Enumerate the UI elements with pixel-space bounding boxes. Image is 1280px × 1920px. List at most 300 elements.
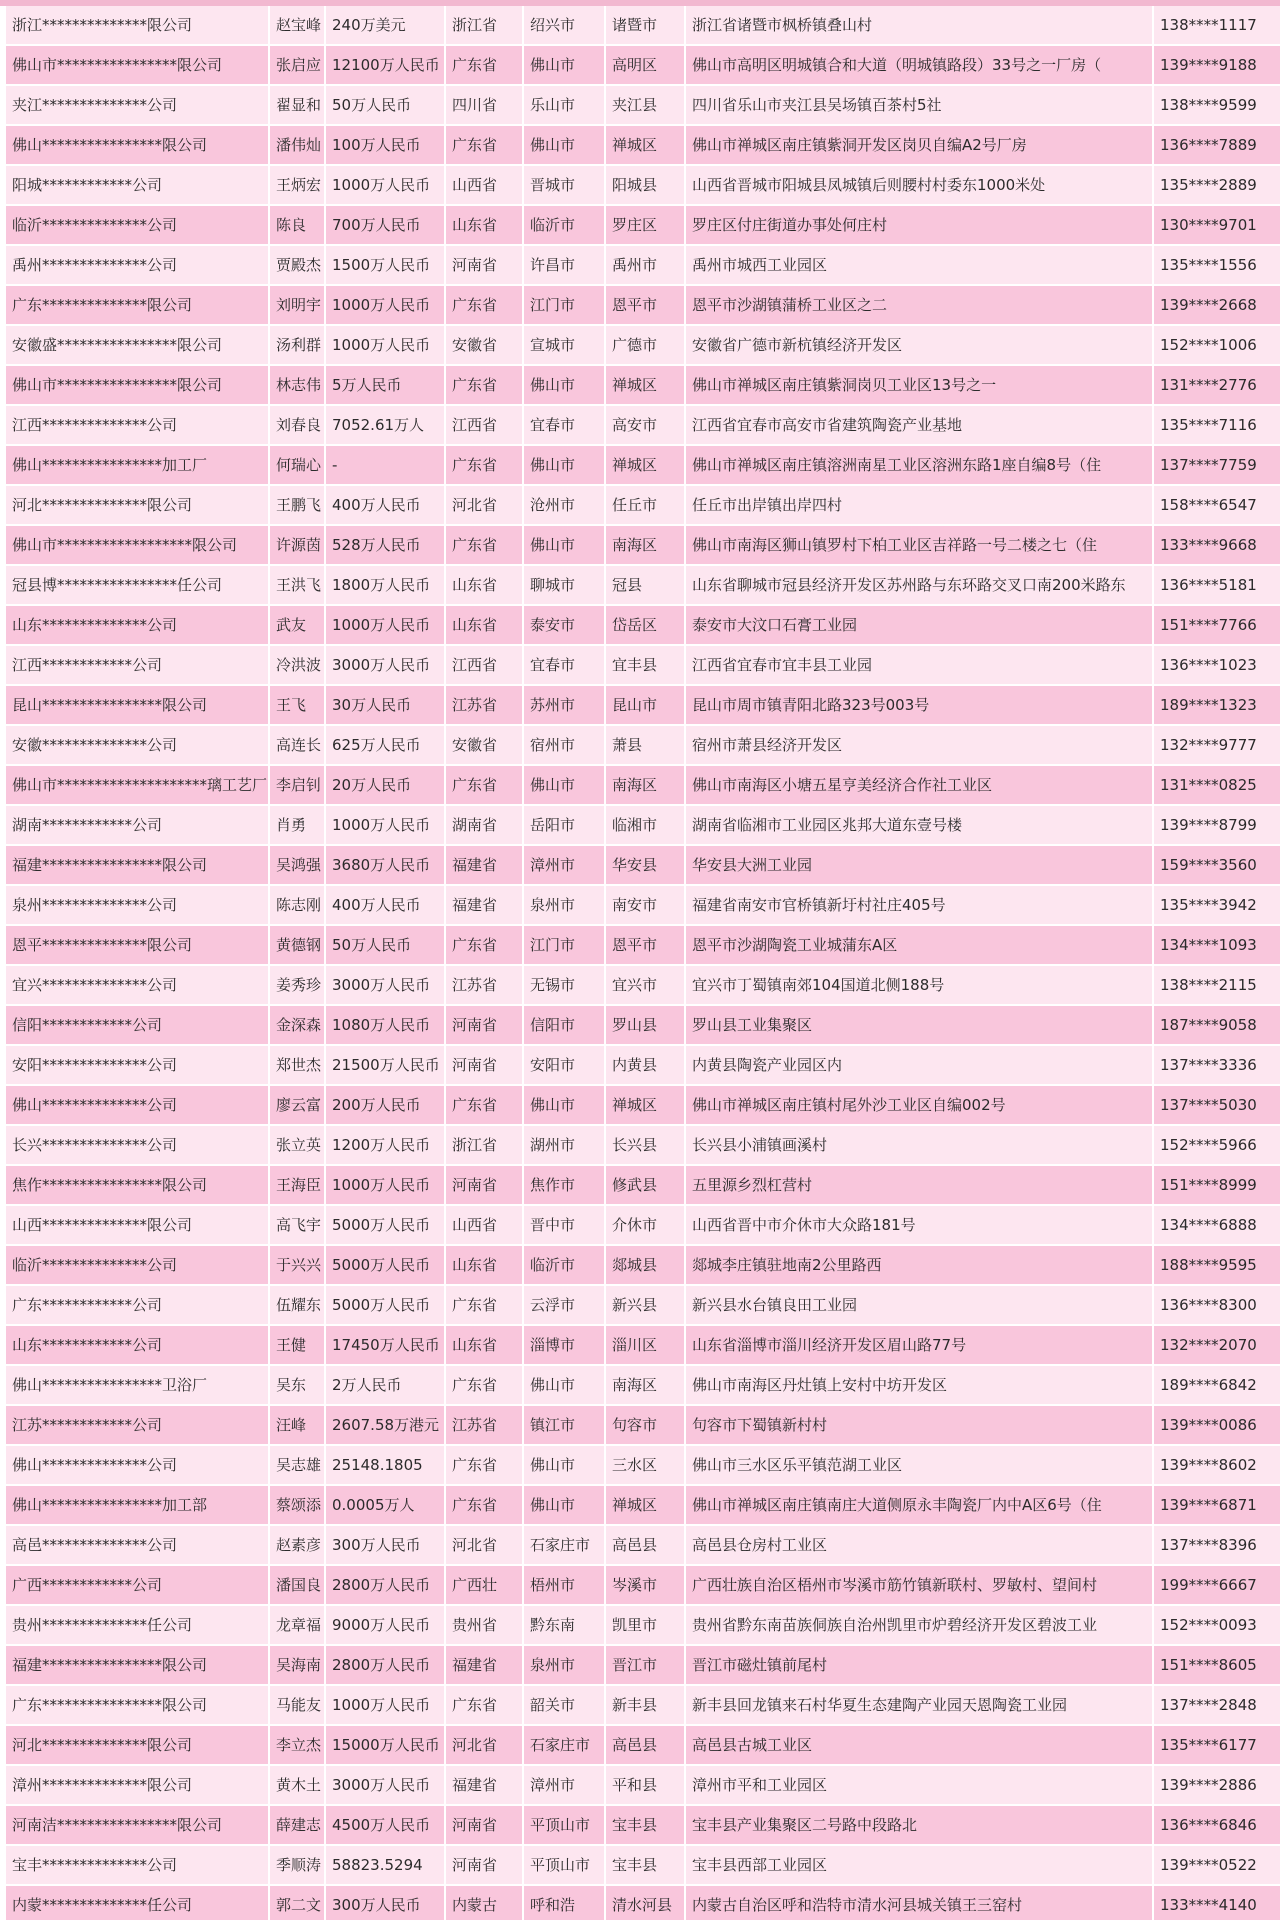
legal-person-cell: 陈志刚: [269, 885, 325, 925]
province-cell: 山东省: [445, 605, 523, 645]
company-name-cell: 夹江**************公司: [3, 85, 269, 125]
city-cell: 焦作市: [523, 1165, 605, 1205]
phone-cell: 138****1117: [1153, 6, 1280, 45]
city-cell: 宜春市: [523, 405, 605, 445]
legal-person-cell: 伍耀东: [269, 1285, 325, 1325]
province-cell: 安徽省: [445, 325, 523, 365]
district-cell: 夹江县: [605, 85, 685, 125]
district-cell: 恩平市: [605, 285, 685, 325]
company-name-cell: 江苏************公司: [3, 1405, 269, 1445]
phone-cell: 151****8605: [1153, 1645, 1280, 1685]
address-cell: 山西省晋城市阳城县凤城镇后则腰村村委东1000米处: [685, 165, 1153, 205]
city-cell: 佛山市: [523, 365, 605, 405]
district-cell: 任丘市: [605, 485, 685, 525]
legal-person-cell: 于兴兴: [269, 1245, 325, 1285]
table-row: [3, 1605, 1280, 1645]
city-cell: 淄博市: [523, 1325, 605, 1365]
district-cell: 内黄县: [605, 1045, 685, 1085]
province-cell: 福建省: [445, 845, 523, 885]
table-row: [3, 645, 1280, 685]
phone-cell: 137****5030: [1153, 1085, 1280, 1125]
district-cell: 罗庄区: [605, 205, 685, 245]
registered-capital-cell: 3000万人民币: [325, 1765, 445, 1805]
legal-person-cell: 吴东: [269, 1365, 325, 1405]
table-row: [3, 805, 1280, 845]
registered-capital-cell: 20万人民币: [325, 765, 445, 805]
registered-capital-cell: 15000万人民币: [325, 1725, 445, 1765]
city-cell: 梧州市: [523, 1565, 605, 1605]
phone-cell: 134****1093: [1153, 925, 1280, 965]
city-cell: 黔东南: [523, 1605, 605, 1645]
company-name-cell: 江西**************公司: [3, 405, 269, 445]
address-cell: 佛山市南海区狮山镇罗村下柏工业区吉祥路一号二楼之七（住: [685, 525, 1153, 565]
phone-cell: 139****6871: [1153, 1485, 1280, 1525]
table-row: [3, 365, 1280, 405]
legal-person-cell: 刘春良: [269, 405, 325, 445]
district-cell: 禅城区: [605, 125, 685, 165]
registered-capital-cell: 58823.5294: [325, 1845, 445, 1885]
company-name-cell: 内蒙**************任公司: [3, 1885, 269, 1920]
province-cell: 江苏省: [445, 965, 523, 1005]
phone-cell: 138****9599: [1153, 85, 1280, 125]
province-cell: 山东省: [445, 1325, 523, 1365]
city-cell: 绍兴市: [523, 6, 605, 45]
table-row: [3, 1645, 1280, 1685]
legal-person-cell: 贾殿杰: [269, 245, 325, 285]
company-name-cell: 佛山**************公司: [3, 1445, 269, 1485]
district-cell: 淄川区: [605, 1325, 685, 1365]
province-cell: 浙江省: [445, 1125, 523, 1165]
city-cell: 佛山市: [523, 1085, 605, 1125]
registered-capital-cell: 1000万人民币: [325, 605, 445, 645]
company-name-cell: 福建****************限公司: [3, 845, 269, 885]
phone-cell: 137****2848: [1153, 1685, 1280, 1725]
phone-cell: 199****6667: [1153, 1565, 1280, 1605]
address-cell: 佛山市三水区乐平镇范湖工业区: [685, 1445, 1153, 1485]
legal-person-cell: 张启应: [269, 45, 325, 85]
company-name-cell: 信阳************公司: [3, 1005, 269, 1045]
legal-person-cell: 陈良: [269, 205, 325, 245]
city-cell: 石家庄市: [523, 1525, 605, 1565]
city-cell: 宿州市: [523, 725, 605, 765]
city-cell: 许昌市: [523, 245, 605, 285]
address-cell: 新兴县水台镇良田工业园: [685, 1285, 1153, 1325]
address-cell: 长兴县小浦镇画溪村: [685, 1125, 1153, 1165]
city-cell: 湖州市: [523, 1125, 605, 1165]
district-cell: 南安市: [605, 885, 685, 925]
legal-person-cell: 薛建志: [269, 1805, 325, 1845]
registered-capital-cell: -: [325, 445, 445, 485]
district-cell: 岱岳区: [605, 605, 685, 645]
registered-capital-cell: 1000万人民币: [325, 285, 445, 325]
legal-person-cell: 郑世杰: [269, 1045, 325, 1085]
phone-cell: 135****7116: [1153, 405, 1280, 445]
district-cell: 郯城县: [605, 1245, 685, 1285]
province-cell: 浙江省: [445, 6, 523, 45]
province-cell: 福建省: [445, 1765, 523, 1805]
address-cell: 罗庄区付庄街道办事处何庄村: [685, 205, 1153, 245]
province-cell: 河南省: [445, 245, 523, 285]
address-cell: 佛山市禅城区南庄镇紫洞开发区岗贝自编A2号厂房: [685, 125, 1153, 165]
registered-capital-cell: 12100万人民币: [325, 45, 445, 85]
table-row: [3, 1005, 1280, 1045]
address-cell: 恩平市沙湖陶瓷工业城蒲东A区: [685, 925, 1153, 965]
company-name-cell: 宜兴**************公司: [3, 965, 269, 1005]
phone-cell: 152****1006: [1153, 325, 1280, 365]
legal-person-cell: 汪峰: [269, 1405, 325, 1445]
table-row: [3, 1725, 1280, 1765]
province-cell: 山东省: [445, 1245, 523, 1285]
company-name-cell: 山东**************公司: [3, 605, 269, 645]
company-name-cell: 江西************公司: [3, 645, 269, 685]
table-row: [3, 1525, 1280, 1565]
table-row: [3, 765, 1280, 805]
address-cell: 安徽省广德市新杭镇经济开发区: [685, 325, 1153, 365]
table-row: [3, 1205, 1280, 1245]
legal-person-cell: 许源茵: [269, 525, 325, 565]
company-name-cell: 阳城************公司: [3, 165, 269, 205]
province-cell: 河南省: [445, 1165, 523, 1205]
city-cell: 佛山市: [523, 1365, 605, 1405]
legal-person-cell: 马能友: [269, 1685, 325, 1725]
company-name-cell: 佛山市****************限公司: [3, 45, 269, 85]
district-cell: 萧县: [605, 725, 685, 765]
city-cell: 佛山市: [523, 45, 605, 85]
address-cell: 江西省宜春市宜丰县工业园: [685, 645, 1153, 685]
district-cell: 宝丰县: [605, 1805, 685, 1845]
phone-cell: 139****8799: [1153, 805, 1280, 845]
legal-person-cell: 蔡颂添: [269, 1485, 325, 1525]
company-name-cell: 临沂**************公司: [3, 1245, 269, 1285]
company-name-cell: 贵州**************任公司: [3, 1605, 269, 1645]
registered-capital-cell: 300万人民币: [325, 1885, 445, 1920]
province-cell: 福建省: [445, 885, 523, 925]
province-cell: 广东省: [445, 525, 523, 565]
legal-person-cell: 吴海南: [269, 1645, 325, 1685]
phone-cell: 133****4140: [1153, 1885, 1280, 1920]
city-cell: 镇江市: [523, 1405, 605, 1445]
address-cell: 郯城李庄镇驻地南2公里路西: [685, 1245, 1153, 1285]
legal-person-cell: 吴志雄: [269, 1445, 325, 1485]
province-cell: 贵州省: [445, 1605, 523, 1645]
phone-cell: 139****0522: [1153, 1845, 1280, 1885]
district-cell: 禅城区: [605, 1485, 685, 1525]
address-cell: 佛山市禅城区南庄镇南庄大道侧原永丰陶瓷厂内中A区6号（住: [685, 1485, 1153, 1525]
phone-cell: 188****9595: [1153, 1245, 1280, 1285]
table-row: [3, 1405, 1280, 1445]
table-body: [3, 6, 1280, 1920]
phone-cell: 135****3942: [1153, 885, 1280, 925]
district-cell: 清水河县: [605, 1885, 685, 1920]
phone-cell: 137****3336: [1153, 1045, 1280, 1085]
phone-cell: 139****9188: [1153, 45, 1280, 85]
city-cell: 呼和浩: [523, 1885, 605, 1920]
company-name-cell: 佛山**************公司: [3, 1085, 269, 1125]
table-row: [3, 1045, 1280, 1085]
province-cell: 广东省: [445, 1445, 523, 1485]
district-cell: 南海区: [605, 765, 685, 805]
district-cell: 南海区: [605, 1365, 685, 1405]
province-cell: 山东省: [445, 205, 523, 245]
registered-capital-cell: 1080万人民币: [325, 1005, 445, 1045]
company-name-cell: 河北**************限公司: [3, 485, 269, 525]
address-cell: 宝丰县西部工业园区: [685, 1845, 1153, 1885]
district-cell: 岑溪市: [605, 1565, 685, 1605]
phone-cell: 137****8396: [1153, 1525, 1280, 1565]
table-row: [3, 1885, 1280, 1920]
legal-person-cell: 潘国良: [269, 1565, 325, 1605]
registered-capital-cell: 25148.1805: [325, 1445, 445, 1485]
phone-cell: 151****7766: [1153, 605, 1280, 645]
registered-capital-cell: 0.0005万人: [325, 1485, 445, 1525]
phone-cell: 152****5966: [1153, 1125, 1280, 1165]
company-name-cell: 冠县博****************任公司: [3, 565, 269, 605]
legal-person-cell: 刘明宇: [269, 285, 325, 325]
registered-capital-cell: 2607.58万港元: [325, 1405, 445, 1445]
province-cell: 广东省: [445, 765, 523, 805]
company-name-cell: 泉州**************公司: [3, 885, 269, 925]
table-row: [3, 1565, 1280, 1605]
province-cell: 广东省: [445, 1285, 523, 1325]
phone-cell: 135****2889: [1153, 165, 1280, 205]
district-cell: 宜丰县: [605, 645, 685, 685]
legal-person-cell: 王海臣: [269, 1165, 325, 1205]
company-name-cell: 佛山市********************璃工艺厂: [3, 765, 269, 805]
province-cell: 广东省: [445, 285, 523, 325]
district-cell: 昆山市: [605, 685, 685, 725]
legal-person-cell: 肖勇: [269, 805, 325, 845]
table-row: [3, 1165, 1280, 1205]
phone-cell: 136****7889: [1153, 125, 1280, 165]
city-cell: 石家庄市: [523, 1725, 605, 1765]
province-cell: 河南省: [445, 1805, 523, 1845]
table-row: [3, 325, 1280, 365]
phone-cell: 139****0086: [1153, 1405, 1280, 1445]
phone-cell: 187****9058: [1153, 1005, 1280, 1045]
address-cell: 晋江市磁灶镇前尾村: [685, 1645, 1153, 1685]
city-cell: 佛山市: [523, 1485, 605, 1525]
address-cell: 山西省晋中市介休市大众路181号: [685, 1205, 1153, 1245]
legal-person-cell: 郭二文: [269, 1885, 325, 1920]
district-cell: 罗山县: [605, 1005, 685, 1045]
address-cell: 内蒙古自治区呼和浩特市清水河县城关镇王三窑村: [685, 1885, 1153, 1920]
address-cell: 佛山市南海区丹灶镇上安村中坊开发区: [685, 1365, 1153, 1405]
table-row: [3, 165, 1280, 205]
phone-cell: 139****2886: [1153, 1765, 1280, 1805]
table-row: [3, 1485, 1280, 1525]
phone-cell: 131****2776: [1153, 365, 1280, 405]
address-cell: 新丰县回龙镇来石村华夏生态建陶产业园天恩陶瓷工业园: [685, 1685, 1153, 1725]
table-row: [3, 445, 1280, 485]
address-cell: 江西省宜春市高安市省建筑陶瓷产业基地: [685, 405, 1153, 445]
district-cell: 禅城区: [605, 365, 685, 405]
company-name-cell: 临沂**************公司: [3, 205, 269, 245]
legal-person-cell: 潘伟灿: [269, 125, 325, 165]
legal-person-cell: 翟显和: [269, 85, 325, 125]
province-cell: 河北省: [445, 485, 523, 525]
registered-capital-cell: 1800万人民币: [325, 565, 445, 605]
address-cell: 福建省南安市官桥镇新圩村社庄405号: [685, 885, 1153, 925]
phone-cell: 130****9701: [1153, 205, 1280, 245]
phone-cell: 131****0825: [1153, 765, 1280, 805]
district-cell: 禅城区: [605, 445, 685, 485]
table-row: [3, 45, 1280, 85]
city-cell: 平顶山市: [523, 1805, 605, 1845]
district-cell: 阳城县: [605, 165, 685, 205]
registered-capital-cell: 21500万人民币: [325, 1045, 445, 1085]
province-cell: 山西省: [445, 1205, 523, 1245]
legal-person-cell: 黄木土: [269, 1765, 325, 1805]
address-cell: 禹州市城西工业园区: [685, 245, 1153, 285]
city-cell: 临沂市: [523, 1245, 605, 1285]
address-cell: 四川省乐山市夹江县吴场镇百茶村5社: [685, 85, 1153, 125]
company-name-cell: 高邑**************公司: [3, 1525, 269, 1565]
registered-capital-cell: 528万人民币: [325, 525, 445, 565]
address-cell: 内黄县陶瓷产业园区内: [685, 1045, 1153, 1085]
district-cell: 诸暨市: [605, 6, 685, 45]
company-name-cell: 恩平**************限公司: [3, 925, 269, 965]
province-cell: 广西壮: [445, 1565, 523, 1605]
phone-cell: 137****7759: [1153, 445, 1280, 485]
address-cell: 宿州市萧县经济开发区: [685, 725, 1153, 765]
city-cell: 佛山市: [523, 525, 605, 565]
address-cell: 五里源乡烈杠营村: [685, 1165, 1153, 1205]
province-cell: 广东省: [445, 1685, 523, 1725]
address-cell: 高邑县仓房村工业区: [685, 1525, 1153, 1565]
province-cell: 广东省: [445, 1365, 523, 1405]
registered-capital-cell: 1000万人民币: [325, 325, 445, 365]
company-name-cell: 河南洁****************限公司: [3, 1805, 269, 1845]
address-cell: 高邑县古城工业区: [685, 1725, 1153, 1765]
company-name-cell: 佛山****************加工厂: [3, 445, 269, 485]
table-row: [3, 1245, 1280, 1285]
table-row: [3, 1445, 1280, 1485]
phone-cell: 132****9777: [1153, 725, 1280, 765]
legal-person-cell: 吴鸿强: [269, 845, 325, 885]
city-cell: 沧州市: [523, 485, 605, 525]
company-name-cell: 佛山市****************限公司: [3, 365, 269, 405]
legal-person-cell: 王洪飞: [269, 565, 325, 605]
table-row: [3, 1845, 1280, 1885]
city-cell: 晋中市: [523, 1205, 605, 1245]
phone-cell: 133****9668: [1153, 525, 1280, 565]
city-cell: 信阳市: [523, 1005, 605, 1045]
registered-capital-cell: 625万人民币: [325, 725, 445, 765]
city-cell: 无锡市: [523, 965, 605, 1005]
district-cell: 宝丰县: [605, 1845, 685, 1885]
registered-capital-cell: 17450万人民币: [325, 1325, 445, 1365]
address-cell: 贵州省黔东南苗族侗族自治州凯里市炉碧经济开发区碧波工业: [685, 1605, 1153, 1645]
legal-person-cell: 金深森: [269, 1005, 325, 1045]
province-cell: 四川省: [445, 85, 523, 125]
district-cell: 三水区: [605, 1445, 685, 1485]
legal-person-cell: 冷洪波: [269, 645, 325, 685]
table-row: [3, 1285, 1280, 1325]
province-cell: 江西省: [445, 645, 523, 685]
phone-cell: 135****1556: [1153, 245, 1280, 285]
registered-capital-cell: 200万人民币: [325, 1085, 445, 1125]
province-cell: 河南省: [445, 1005, 523, 1045]
company-name-cell: 山西**************限公司: [3, 1205, 269, 1245]
table-row: [3, 885, 1280, 925]
district-cell: 修武县: [605, 1165, 685, 1205]
company-name-cell: 昆山****************限公司: [3, 685, 269, 725]
registered-capital-cell: 1200万人民币: [325, 1125, 445, 1165]
phone-cell: 138****2115: [1153, 965, 1280, 1005]
company-name-cell: 安徽**************公司: [3, 725, 269, 765]
city-cell: 佛山市: [523, 125, 605, 165]
address-cell: 湖南省临湘市工业园区兆邦大道东壹号楼: [685, 805, 1153, 845]
address-cell: 佛山市高明区明城镇合和大道（明城镇路段）33号之一厂房（: [685, 45, 1153, 85]
company-name-cell: 山东************公司: [3, 1325, 269, 1365]
table-row: [3, 205, 1280, 245]
legal-person-cell: 龙章福: [269, 1605, 325, 1645]
company-name-cell: 湖南************公司: [3, 805, 269, 845]
legal-person-cell: 廖云富: [269, 1085, 325, 1125]
city-cell: 岳阳市: [523, 805, 605, 845]
address-cell: 任丘市出岸镇出岸四村: [685, 485, 1153, 525]
district-cell: 新丰县: [605, 1685, 685, 1725]
district-cell: 句容市: [605, 1405, 685, 1445]
company-name-cell: 广东**************限公司: [3, 285, 269, 325]
city-cell: 泉州市: [523, 885, 605, 925]
address-cell: 佛山市禅城区南庄镇村尾外沙工业区自编002号: [685, 1085, 1153, 1125]
province-cell: 河南省: [445, 1845, 523, 1885]
province-cell: 江西省: [445, 405, 523, 445]
province-cell: 山西省: [445, 165, 523, 205]
legal-person-cell: 王鹏飞: [269, 485, 325, 525]
company-name-cell: 焦作****************限公司: [3, 1165, 269, 1205]
address-cell: 佛山市禅城区南庄镇溶洲南星工业区溶洲东路1座自编8号（住: [685, 445, 1153, 485]
legal-person-cell: 季顺涛: [269, 1845, 325, 1885]
table-row: [3, 1765, 1280, 1805]
city-cell: 江门市: [523, 285, 605, 325]
district-cell: 恩平市: [605, 925, 685, 965]
province-cell: 广东省: [445, 45, 523, 85]
province-cell: 江苏省: [445, 685, 523, 725]
legal-person-cell: 赵宝峰: [269, 6, 325, 45]
company-name-cell: 佛山****************卫浴厂: [3, 1365, 269, 1405]
registered-capital-cell: 50万人民币: [325, 925, 445, 965]
address-cell: 宝丰县产业集聚区二号路中段路北: [685, 1805, 1153, 1845]
table-row: [3, 1325, 1280, 1365]
registered-capital-cell: 4500万人民币: [325, 1805, 445, 1845]
district-cell: 凯里市: [605, 1605, 685, 1645]
registered-capital-cell: 2800万人民币: [325, 1565, 445, 1605]
address-cell: 华安县大洲工业园: [685, 845, 1153, 885]
registered-capital-cell: 2800万人民币: [325, 1645, 445, 1685]
legal-person-cell: 汤利群: [269, 325, 325, 365]
table-row: [3, 525, 1280, 565]
city-cell: 泉州市: [523, 1645, 605, 1685]
company-name-cell: 福建****************限公司: [3, 1645, 269, 1685]
city-cell: 安阳市: [523, 1045, 605, 1085]
district-cell: 平和县: [605, 1765, 685, 1805]
company-name-cell: 广西************公司: [3, 1565, 269, 1605]
legal-person-cell: 何瑞心: [269, 445, 325, 485]
registered-capital-cell: 9000万人民币: [325, 1605, 445, 1645]
phone-cell: 151****8999: [1153, 1165, 1280, 1205]
company-name-cell: 长兴**************公司: [3, 1125, 269, 1165]
registered-capital-cell: 1500万人民币: [325, 245, 445, 285]
district-cell: 禹州市: [605, 245, 685, 285]
phone-cell: 139****2668: [1153, 285, 1280, 325]
registered-capital-cell: 300万人民币: [325, 1525, 445, 1565]
city-cell: 韶关市: [523, 1685, 605, 1725]
city-cell: 佛山市: [523, 765, 605, 805]
phone-cell: 134****6888: [1153, 1205, 1280, 1245]
table-row: [3, 125, 1280, 165]
